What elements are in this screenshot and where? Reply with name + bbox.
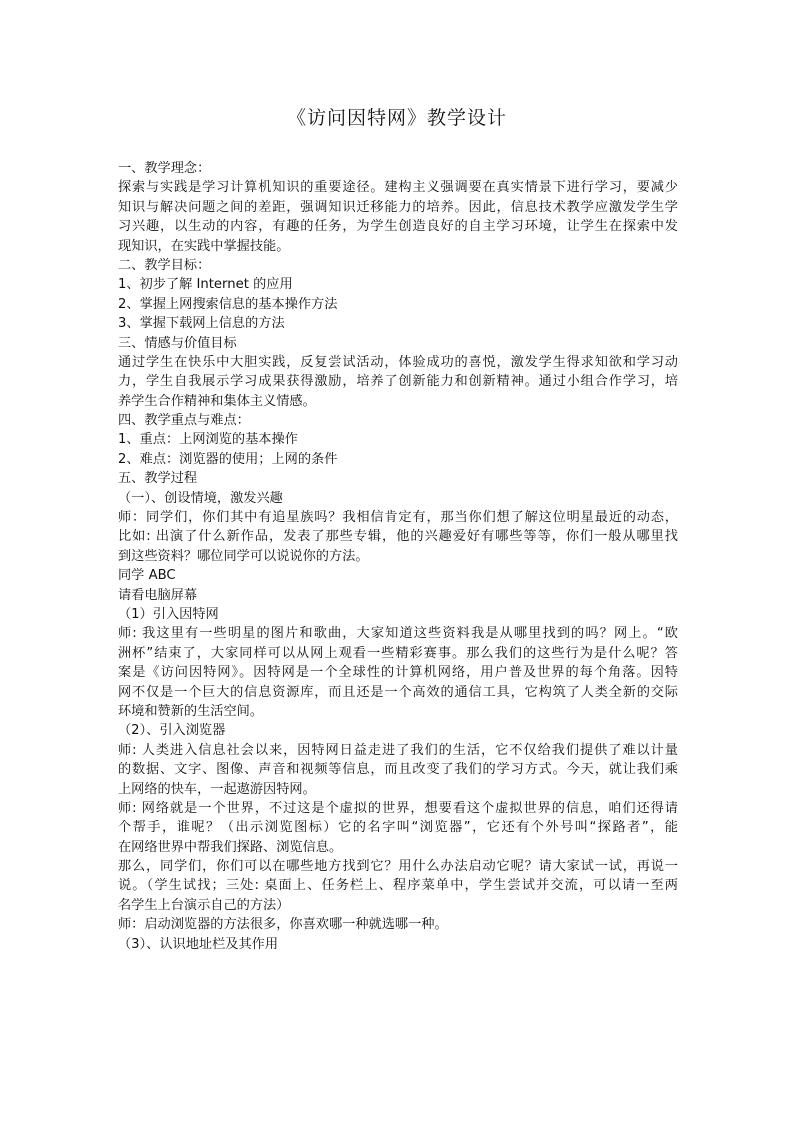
body-line: 现知识，在实践中掌握技能。 (118, 238, 290, 254)
body-line: 习兴趣，以生动的内容，有趣的任务，为学生创造良好的自主学习环境，让学生在探索中发 (118, 219, 678, 235)
body-line: 师：同学们，你们其中有追星族吗？我相信肯定有，那当你们想了解这位明星最近的动态， (118, 510, 678, 526)
body-line: 三、情感与价值目标 (118, 335, 237, 351)
body-line: 个帮手，谁呢？（出示浏览图标）它的名字叫“浏览器”，它还有个外号叫“探路者”，能 (118, 820, 678, 836)
body-line: 在网络世界中帮我们探路、浏览信息。 (118, 839, 343, 855)
body-line: 上网络的快车，一起遨游因特网。 (118, 781, 316, 797)
body-line: 二、教学目标： (118, 257, 211, 273)
body-line: 师：启动浏览器的方法很多，你喜欢哪一种就选哪一种。 (118, 917, 448, 933)
document-body (118, 159, 678, 954)
body-line: 同学 ABC (118, 568, 176, 584)
body-line: 洲杯”结束了，大家同样可以从网上观看一些精彩赛事。那么我们的这些行为是什么呢？答 (118, 645, 678, 661)
body-line: 1、初步了解 Internet 的应用 (118, 277, 293, 293)
body-line: （1）引入因特网 (118, 606, 219, 622)
document-title: 《访问因特网》教学设计 (286, 107, 507, 129)
body-line: 五、教学过程 (118, 471, 198, 487)
body-line: 力，学生自我展示学习成果获得激励，培养了创新能力和创新精神。通过小组合作学习，培 (118, 374, 678, 390)
body-line: 一、教学理念： (118, 161, 211, 176)
body-line: 名学生上台演示自己的方法） (118, 897, 290, 913)
body-line: 比如: 出演了什么新作品，发表了那些专辑，他的兴趣爱好有哪些等等，你们一般从哪里找 (118, 529, 678, 545)
body-line: 知识与解决问题之间的差距，强调知识迁移能力的培养。因此，信息技术教学应激发学生学 (118, 199, 678, 215)
body-line: 网不仅是一个巨大的信息资源库，而且还是一个高效的通信工具，它构筑了人类全新的交际 (118, 684, 678, 700)
body-line: 2、掌握上网搜索信息的基本操作方法 (118, 296, 338, 312)
body-line: 案是《访问因特网》。因特网是一个全球性的计算机网络，用户普及世界的每个角落。因特 (118, 665, 678, 681)
body-line: 师: 我这里有一些明星的图片和歌曲，大家知道这些资料我是从哪里找到的吗？网上。“欧 (118, 626, 678, 642)
body-line: 请看电脑屏幕 (118, 587, 198, 603)
body-line: 师: 人类进入信息社会以来，因特网日益走进了我们的生活，它不仅给我们提供了难以计量 (118, 742, 678, 758)
body-line: 环境和赞新的生活空间。 (118, 703, 264, 719)
body-line: 1、重点：上网浏览的基本操作 (118, 432, 298, 448)
body-line: 师: 网络就是一个世界，不过这是个虚拟的世界，想要看这个虚拟世界的信息，咱们还得请 (118, 800, 678, 816)
body-line: 说。（学生试找；三处: 桌面上、任务栏上、程序菜单中，学生尝试并交流，可以请一至两 (118, 878, 678, 894)
body-line: 到这些资料？哪位同学可以说说你的方法。 (118, 548, 369, 564)
body-line: 3、掌握下载网上信息的方法 (118, 316, 285, 332)
body-line: 养学生合作精神和集体主义情感。 (118, 393, 316, 409)
body-line: 的数据、文字、图像、声音和视频等信息，而且改变了我们的学习方式。今天，就让我们乘 (118, 762, 678, 778)
body-line: 探索与实践是学习计算机知识的重要途径。建构主义强调要在真实情景下进行学习，要减少 (118, 180, 678, 196)
body-line: 通过学生在快乐中大胆实践，反复尝试活动，体验成功的喜悦，激发学生得求知欲和学习动 (118, 354, 678, 370)
body-line: 四、教学重点与难点： (118, 413, 250, 429)
body-line: （3）、认识地址栏及其作用 (118, 936, 279, 952)
body-line: （一）、创设情境，激发兴趣 (118, 490, 283, 506)
body-line: （2）、引入浏览器 (118, 723, 226, 739)
body-line: 2、难点：浏览器的使用；上网的条件 (118, 451, 338, 467)
body-line: 那么，同学们，你们可以在哪些地方找到它？用什么办法启动它呢？请大家试一试，再说一 (118, 859, 678, 875)
